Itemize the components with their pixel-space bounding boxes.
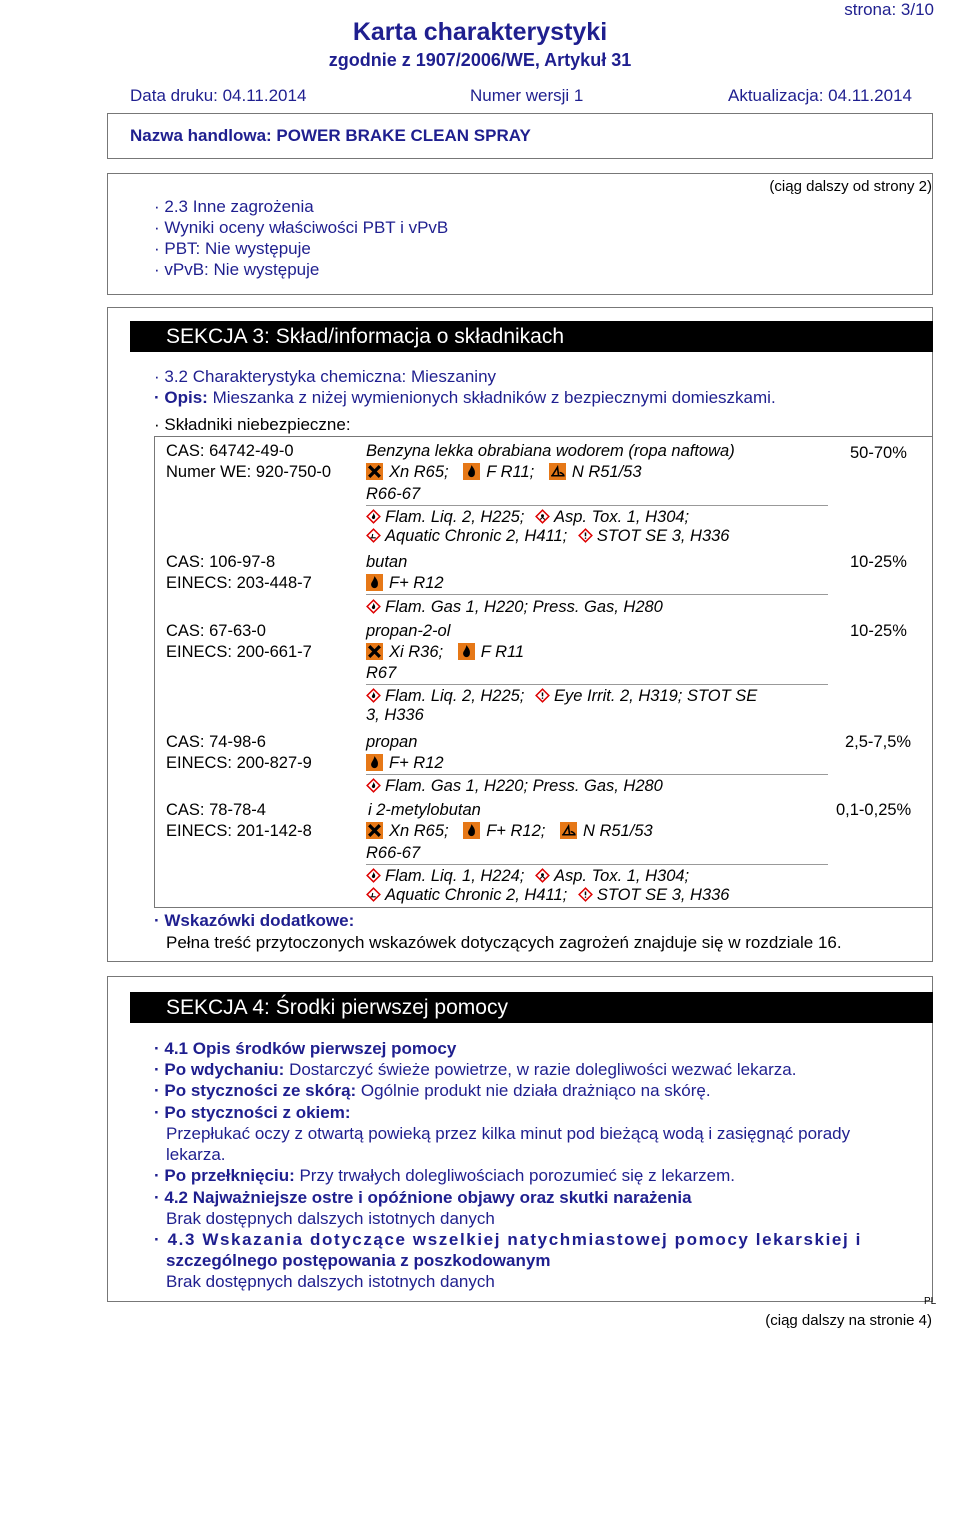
- dsd-2: F R11;: [486, 463, 535, 481]
- clp-3: Aquatic Chronic 2, H411;: [385, 527, 568, 545]
- component-name: i 2-metylobutan: [368, 801, 481, 819]
- s43-heading-2: szczególnego postępowania z poszkodowanym: [166, 1251, 551, 1270]
- skin-value: Ogólnie produkt nie działa drażniąco na skórę.: [356, 1081, 711, 1100]
- clp-4: STOT SE 3, H336: [596, 527, 730, 545]
- inhalation-value: Dostarczyć świeże powietrze, w razie dolegliwości wezwać lekarza.: [284, 1060, 797, 1079]
- swallow-label: · Po przełknięciu:: [154, 1166, 295, 1185]
- component-clp-line2: [366, 526, 729, 547]
- component-cas: CAS: 67-63-0: [166, 622, 266, 640]
- flame-icon: [366, 754, 383, 771]
- dsd-1: F+ R12: [389, 754, 444, 772]
- component-ec: EINECS: 200-827-9: [166, 754, 312, 772]
- divider: [366, 684, 828, 685]
- pbt-label: · PBT:: [154, 239, 201, 258]
- update-date: Aktualizacja: 04.11.2014: [728, 86, 912, 105]
- component-cas: CAS: 106-97-8: [166, 553, 276, 571]
- inhalation-line: [154, 1059, 796, 1080]
- ghs-exclamation-icon: [578, 887, 593, 902]
- pbt-line: [154, 238, 311, 259]
- environment-icon: [560, 822, 577, 839]
- document-subtitle: zgodnie z 1907/2006/WE, Artykuł 31: [328, 50, 632, 70]
- ghs-exclamation-icon: [578, 528, 593, 543]
- ghs-health-hazard-icon: [535, 868, 550, 883]
- skin-label: · Po styczności ze skórą:: [154, 1081, 357, 1100]
- notes-label: · Wskazówki dodatkowe:: [154, 911, 355, 930]
- component-percent: 0,1-0,25%: [836, 801, 912, 819]
- skin-line: [154, 1080, 711, 1101]
- clp-2: Eye Irrit. 2, H319; STOT SE: [554, 687, 758, 705]
- ghs-health-hazard-icon: [535, 509, 550, 524]
- section3-title: SEKCJA 3: Skład/informacja o składnikach: [130, 321, 933, 352]
- s43-heading-1: · 4.3 Wskazania dotyczące wszelkiej natychmiastowej pomocy lekarskiej i: [154, 1230, 862, 1249]
- s42-heading: · 4.2 Najważniejsze ostre i opóźnione objawy oraz skutki narażenia: [154, 1188, 692, 1207]
- component-name: butan: [366, 553, 408, 571]
- notes-value: Pełna treść przytoczonych wskazówek dotyczących zagrożeń znajduje się w rozdziale 16.: [166, 933, 842, 952]
- continued-from: (ciąg dalszy od strony 2): [769, 178, 932, 195]
- description-label: · Opis:: [154, 388, 208, 407]
- component-ec: EINECS: 200-661-7: [166, 643, 312, 661]
- clp-2: Asp. Tox. 1, H304;: [554, 867, 690, 885]
- clp-1: Flam. Liq. 2, H225;: [385, 508, 525, 526]
- component-clp-line2: [366, 885, 729, 906]
- component-cas: CAS: 74-98-6: [166, 733, 266, 751]
- component-clp: [366, 776, 663, 797]
- flame-icon: [458, 643, 475, 660]
- chem-char-label: · 3.2 Charakterystyka chemiczna:: [154, 367, 407, 386]
- component-percent: 10-25%: [850, 622, 907, 640]
- dsd-1: Xi R36;: [389, 643, 444, 661]
- harmful-x-icon: [366, 463, 383, 480]
- divider: [366, 594, 828, 595]
- language-code: PL: [924, 1296, 937, 1307]
- component-cas: CAS: 64742-49-0: [166, 442, 294, 460]
- ghs-flame-icon: [366, 778, 381, 793]
- s42-value: Brak dostępnych dalszych istotnych danych: [166, 1209, 495, 1228]
- document-title: Karta charakterystyki: [352, 18, 608, 46]
- ghs-flame-icon: [366, 868, 381, 883]
- component-percent: 50-70%: [850, 444, 907, 462]
- print-date: Data druku: 04.11.2014: [130, 86, 307, 105]
- component-dsd: [366, 753, 444, 774]
- version-number: Numer wersji 1: [470, 86, 584, 105]
- chem-char-line: [154, 366, 496, 387]
- inhalation-label: · Po wdychaniu:: [154, 1060, 285, 1079]
- clp-1: Flam. Gas 1, H220; Press. Gas, H280: [385, 777, 663, 795]
- environment-icon: [549, 463, 566, 480]
- divider: [366, 505, 828, 506]
- ghs-environment-icon: [366, 887, 381, 902]
- flame-icon: [366, 574, 383, 591]
- component-percent: 2,5-7,5%: [845, 733, 912, 751]
- dsd-extra: R66-67: [366, 485, 421, 503]
- dsd-1: Xn R65;: [389, 822, 449, 840]
- clp-1: Flam. Liq. 1, H224;: [385, 867, 525, 885]
- ghs-exclamation-icon: [535, 688, 550, 703]
- dsd-1: F+ R12: [389, 574, 444, 592]
- clp-2: Asp. Tox. 1, H304;: [554, 508, 690, 526]
- eye-value-1: Przepłukać oczy z otwartą powieką przez kilka minut pod bieżącą wodą i zasięgnąć porady: [166, 1124, 851, 1143]
- clp-1: Flam. Gas 1, H220; Press. Gas, H280: [385, 598, 663, 616]
- eye-label: · Po styczności z okiem:: [154, 1103, 351, 1122]
- clp-3: Aquatic Chronic 2, H411;: [385, 886, 568, 904]
- hazards-heading: · 2.3 Inne zagrożenia: [154, 197, 314, 216]
- pbt-heading: · Wyniki oceny właściwości PBT i vPvB: [154, 218, 449, 237]
- description-value: Mieszanka z niżej wymienionych składników z bezpiecznymi domieszkami.: [207, 388, 776, 407]
- component-clp-line2: 3, H336: [366, 706, 424, 724]
- continued-on: (ciąg dalszy na stronie 4): [765, 1312, 932, 1329]
- component-clp: [366, 597, 663, 618]
- swallow-line: [154, 1165, 735, 1186]
- trade-name: Nazwa handlowa: POWER BRAKE CLEAN SPRAY: [130, 126, 531, 145]
- divider: [366, 864, 828, 865]
- component-dsd: [366, 821, 653, 842]
- component-cas: CAS: 78-78-4: [166, 801, 266, 819]
- component-clp: [366, 866, 689, 887]
- flame-icon: [463, 822, 480, 839]
- chem-char-value: Mieszaniny: [406, 367, 497, 386]
- component-percent: 10-25%: [850, 553, 907, 571]
- irritant-x-icon: [366, 643, 383, 660]
- vpvb-line: [154, 259, 319, 280]
- dsd-extra: R66-67: [366, 844, 421, 862]
- eye-value-2: lekarza.: [166, 1145, 226, 1164]
- dsd-1: Xn R65;: [389, 463, 449, 481]
- components-heading: · Składniki niebezpieczne:: [154, 415, 351, 434]
- component-ec: EINECS: 201-142-8: [166, 822, 312, 840]
- clp-4: STOT SE 3, H336: [596, 886, 730, 904]
- component-clp: [366, 507, 689, 528]
- dsd-2: F+ R12;: [486, 822, 546, 840]
- page-number: strona: 3/10: [844, 0, 934, 19]
- ghs-flame-icon: [366, 509, 381, 524]
- pbt-value: Nie występuje: [200, 239, 311, 258]
- component-dsd: [366, 642, 524, 663]
- divider: [366, 774, 828, 775]
- dsd-2: F R11: [480, 643, 525, 661]
- clp-1: Flam. Liq. 2, H225;: [385, 687, 525, 705]
- component-dsd: [366, 573, 444, 594]
- ghs-environment-icon: [366, 528, 381, 543]
- component-clp: [366, 686, 757, 707]
- harmful-x-icon: [366, 822, 383, 839]
- vpvb-value: Nie występuje: [208, 260, 320, 279]
- dsd-3: N R51/53: [571, 463, 642, 481]
- s43-value: Brak dostępnych dalszych istotnych danych: [166, 1272, 495, 1291]
- dsd-extra: R67: [366, 664, 397, 682]
- component-name: propan-2-ol: [366, 622, 451, 640]
- flame-icon: [463, 463, 480, 480]
- component-name: propan: [366, 733, 418, 751]
- section4-title: SEKCJA 4: Środki pierwszej pomocy: [130, 992, 933, 1023]
- ghs-flame-icon: [366, 599, 381, 614]
- swallow-value: Przy trwałych dolegliwościach porozumieć się z lekarzem.: [294, 1166, 736, 1185]
- s41-heading: · 4.1 Opis środków pierwszej pomocy: [154, 1039, 457, 1058]
- component-name: Benzyna lekka obrabiana wodorem (ropa naftowa): [366, 442, 735, 460]
- component-ec: Numer WE: 920-750-0: [166, 463, 332, 481]
- ghs-flame-icon: [366, 688, 381, 703]
- component-dsd: [366, 462, 642, 483]
- vpvb-label: · vPvB:: [154, 260, 209, 279]
- description-line: [154, 387, 776, 408]
- dsd-3: N R51/53: [582, 822, 653, 840]
- component-ec: EINECS: 203-448-7: [166, 574, 312, 592]
